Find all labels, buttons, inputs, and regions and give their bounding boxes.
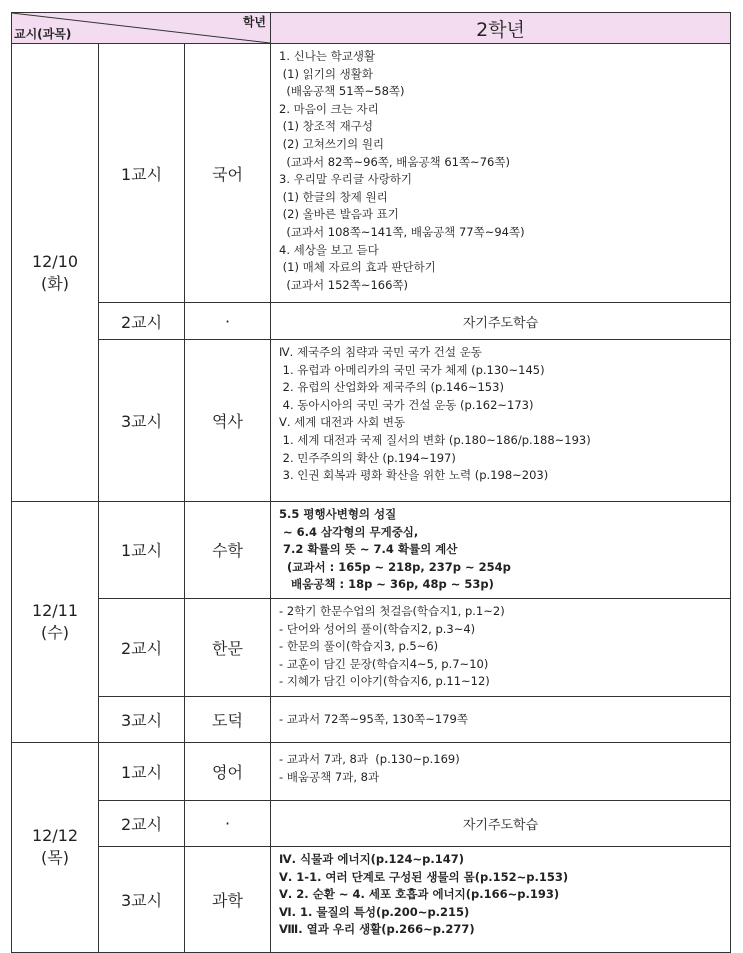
scope-line: 4. 동아시아의 국민 국가 건설 운동 (p.162~173) — [279, 397, 534, 412]
scope-line: 2. 마음이 크는 자리 — [279, 101, 379, 116]
self-study-cell: 자기주도학습 — [271, 303, 731, 340]
scope-line: 1. 유럽과 아메리카의 국민 국가 체제 (p.130~145) — [279, 362, 545, 377]
exam-scope-cell — [271, 340, 731, 502]
period-cell: 1교시 — [99, 502, 185, 599]
date-label: 12/12 — [31, 826, 79, 846]
date-label: 12/10 — [31, 251, 79, 271]
subject-cell: 과학 — [185, 846, 271, 952]
weekday-label: (목) — [41, 848, 69, 868]
scope-line: (1) 매체 자료의 효과 판단하기 — [279, 260, 436, 275]
scope-line: (1) 창조적 재구성 — [279, 119, 373, 134]
subject-cell: 도덕 — [185, 696, 271, 742]
scope-line: 4. 세상을 보고 듣다 — [279, 242, 379, 257]
scope-line: - 교과서 7과, 8과 (p.130~p.169) — [279, 751, 460, 766]
period-cell: 2교시 — [99, 598, 185, 696]
scope-line: Ⅴ. 세계 대전과 사회 변동 — [279, 415, 406, 430]
exam-scope-cell — [271, 44, 731, 303]
grade-header: 2학년 — [271, 13, 731, 44]
period-cell: 2교시 — [99, 303, 185, 340]
scope-line: 3. 우리말 우리글 사랑하기 — [279, 172, 413, 187]
scope-line: (2) 고쳐쓰기의 원리 — [279, 136, 385, 151]
subject-cell: · — [185, 303, 271, 340]
period-cell: 3교시 — [99, 696, 185, 742]
scope-line: - 단어와 성어의 풀이(학습지2, p.3~4) — [279, 621, 476, 636]
exam-scope-cell — [271, 502, 731, 599]
scope-line: 3. 인권 회복과 평화 확산을 위한 노력 (p.198~203) — [279, 468, 549, 483]
subject-cell: 영어 — [185, 742, 271, 800]
self-study-cell: 자기주도학습 — [271, 800, 731, 846]
scope-line: (교과서 82쪽~96쪽, 배움공책 61쪽~76쪽) — [279, 154, 510, 169]
scope-line: (교과서 108쪽~141쪽, 배움공책 77쪽~94쪽) — [279, 224, 525, 239]
scope-line: (교과서 : 165p ~ 218p, 237p ~ 254p — [279, 559, 511, 574]
scope-line: Ⅷ. 열과 우리 생활(p.266~p.277) — [279, 922, 475, 937]
scope-line: 1. 신나는 학교생활 — [279, 49, 376, 63]
scope-line: (배움공책 51쪽~58쪽) — [279, 84, 405, 99]
weekday-label: (화) — [41, 273, 69, 293]
subject-cell: 역사 — [185, 340, 271, 502]
scope-line: - 지혜가 담긴 이야기(학습지6, p.11~12) — [279, 674, 490, 689]
exam-scope-cell — [271, 598, 731, 696]
period-cell: 3교시 — [99, 340, 185, 502]
period-cell: 1교시 — [99, 44, 185, 303]
scope-line: 7.2 확률의 뜻 ~ 7.4 확률의 계산 — [279, 542, 458, 557]
grade-axis-label: 학년 — [242, 15, 267, 29]
period-cell: 1교시 — [99, 742, 185, 800]
period-cell: 2교시 — [99, 800, 185, 846]
scope-line: (1) 한글의 창제 원리 — [279, 189, 388, 204]
scope-line: - 2학기 한문수업의 첫걸음(학습지1, p.1~2) — [279, 603, 505, 618]
date-label: 12/11 — [31, 600, 79, 620]
exam-scope-cell — [271, 696, 731, 742]
scope-line: (교과서 152쪽~166쪽) — [279, 277, 409, 292]
scope-line: 1. 세계 대전과 국제 질서의 변화 (p.180~186/p.188~193) — [279, 432, 591, 447]
scope-line: Ⅴ. 2. 순환 ~ 4. 세포 호흡과 에너지(p.166~p.193) — [279, 887, 560, 902]
scope-line: - 한문의 풀이(학습지3, p.5~6) — [279, 639, 439, 654]
scope-line: - 교과서 72쪽~95쪽, 130쪽~179쪽 — [279, 711, 468, 726]
scope-line: - 배움공책 7과, 8과 — [279, 769, 380, 784]
scope-line: 5.5 평행사변형의 성질 — [279, 507, 397, 521]
period-cell: 3교시 — [99, 846, 185, 952]
exam-schedule-table — [11, 12, 731, 953]
weekday-label: (수) — [41, 622, 69, 642]
scope-line: Ⅳ. 제국주의 침략과 국민 국가 건설 운동 — [279, 345, 482, 359]
corner-header-cell — [12, 13, 271, 44]
scope-line: - 교훈이 담긴 문장(학습지4~5, p.7~10) — [279, 656, 489, 671]
date-cell — [12, 742, 99, 952]
exam-scope-cell — [271, 846, 731, 952]
subject-cell: 한문 — [185, 598, 271, 696]
subject-cell: 국어 — [185, 44, 271, 303]
scope-line: 2. 민주주의의 확산 (p.194~197) — [279, 450, 456, 465]
date-cell — [12, 502, 99, 743]
scope-line: Ⅵ. 1. 물질의 특성(p.200~p.215) — [279, 904, 470, 919]
subject-cell: 수학 — [185, 502, 271, 599]
date-cell — [12, 44, 99, 502]
scope-line: 배움공책 : 18p ~ 36p, 48p ~ 53p) — [279, 577, 494, 592]
scope-line: ~ 6.4 삼각형의 무게중심, — [279, 524, 419, 539]
scope-line: (2) 올바른 발음과 표기 — [279, 207, 399, 222]
scope-line: Ⅳ. 식물과 에너지(p.124~p.147) — [279, 851, 465, 866]
scope-line: 2. 유럽의 산업화와 제국주의 (p.146~153) — [279, 380, 504, 395]
subject-cell: · — [185, 800, 271, 846]
exam-scope-cell — [271, 742, 731, 800]
scope-line: Ⅴ. 1-1. 여러 단계로 구성된 생물의 몸(p.152~p.153) — [279, 869, 569, 884]
period-subject-axis-label: 교시(과목) — [14, 27, 72, 41]
scope-line: (1) 읽기의 생활화 — [279, 66, 373, 81]
